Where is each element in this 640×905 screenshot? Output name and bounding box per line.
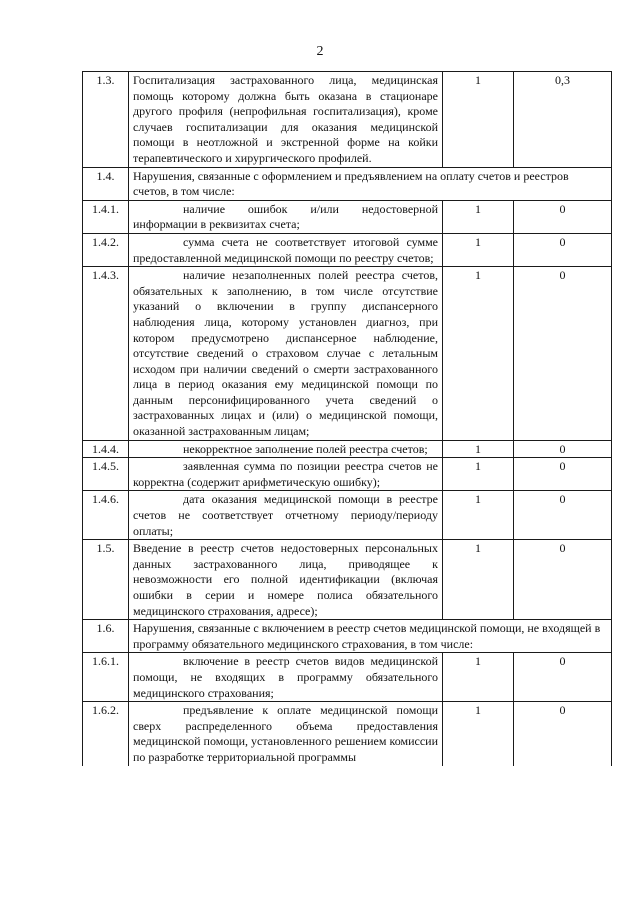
row-coefficient-2: 0 bbox=[514, 540, 612, 620]
row-code: 1.4.6. bbox=[83, 491, 129, 540]
row-coefficient-1: 1 bbox=[443, 653, 514, 702]
row-description: Госпитализация застрахованного лица, медицинская помощь которому должна быть оказана в стационаре другого профиля (непрофильная госпитализация), кроме случаев госпитализации для оказания медицинской помощи в неотложной и экстренной форме на койки терапевтического и хирургического профилей. bbox=[129, 72, 443, 168]
row-coefficient-2: 0 bbox=[514, 653, 612, 702]
row-coefficient-1: 1 bbox=[443, 267, 514, 441]
penalty-table bbox=[82, 71, 612, 766]
table-row bbox=[83, 540, 612, 620]
row-description: заявленная сумма по позиции реестра счетов не корректна (содержит арифметическую ошибку); bbox=[129, 458, 443, 491]
row-coefficient-2: 0 bbox=[514, 267, 612, 441]
row-coefficient-2: 0 bbox=[514, 233, 612, 266]
row-coefficient-2: 0 bbox=[514, 200, 612, 233]
row-coefficient-1: 1 bbox=[443, 200, 514, 233]
row-code: 1.6.1. bbox=[83, 653, 129, 702]
row-description: дата оказания медицинской помощи в реестре счетов не соответствует отчетному периоду/периоду оплаты; bbox=[129, 491, 443, 540]
row-code: 1.4.1. bbox=[83, 200, 129, 233]
row-code: 1.5. bbox=[83, 540, 129, 620]
row-code: 1.6.2. bbox=[83, 702, 129, 766]
row-code: 1.6. bbox=[83, 620, 129, 653]
row-code: 1.4. bbox=[83, 167, 129, 200]
row-code: 1.4.5. bbox=[83, 458, 129, 491]
table-row-section bbox=[83, 620, 612, 653]
table-row bbox=[83, 653, 612, 702]
row-coefficient-1: 1 bbox=[443, 440, 514, 458]
row-description: сумма счета не соответствует итоговой сумме предоставленной медицинской помощи по реестру счетов; bbox=[129, 233, 443, 266]
row-coefficient-1: 1 bbox=[443, 702, 514, 766]
row-description: предъявление к оплате медицинской помощи сверх распределенного объема предоставления медицинской помощи, установленного решением комиссии по разработке территориальной программы bbox=[129, 702, 443, 766]
table-row bbox=[83, 491, 612, 540]
table-row bbox=[83, 72, 612, 168]
row-code: 1.4.2. bbox=[83, 233, 129, 266]
table-row bbox=[83, 233, 612, 266]
table-row bbox=[83, 702, 612, 766]
table-row-section bbox=[83, 167, 612, 200]
row-coefficient-2: 0 bbox=[514, 491, 612, 540]
row-description: наличие незаполненных полей реестра счетов, обязательных к заполнению, в том числе отсутствие указаний о включении в группу диспансерного наблюдения лица, которому установлен диагноз, при котором предусмотрено диспансерное наблюдение, отсутствие сведений о страховом случае с летальным исходом при наличии сведений о смерти застрахованного лица в период оказания ему медицинской помощи по данным персонифицированного учета сведений о застрахованных лицах и (или) о медицинской помощи, оказанной застрахованным лицам; bbox=[129, 267, 443, 441]
row-coefficient-2: 0 bbox=[514, 702, 612, 766]
row-description: наличие ошибок и/или недостоверной информации в реквизитах счета; bbox=[129, 200, 443, 233]
row-coefficient-2: 0 bbox=[514, 458, 612, 491]
row-code: 1.4.3. bbox=[83, 267, 129, 441]
row-code: 1.4.4. bbox=[83, 440, 129, 458]
page-number: 2 bbox=[316, 44, 324, 59]
table-row bbox=[83, 200, 612, 233]
row-coefficient-2: 0,3 bbox=[514, 72, 612, 168]
row-coefficient-1: 1 bbox=[443, 540, 514, 620]
section-heading: Нарушения, связанные с оформлением и предъявлением на оплату счетов и реестров счетов, в том числе: bbox=[129, 167, 612, 200]
table-row bbox=[83, 267, 612, 441]
table-row bbox=[83, 440, 612, 458]
row-description: включение в реестр счетов видов медицинской помощи, не входящих в программу обязательного медицинского страхования; bbox=[129, 653, 443, 702]
row-coefficient-1: 1 bbox=[443, 458, 514, 491]
row-code: 1.3. bbox=[83, 72, 129, 168]
row-description: некорректное заполнение полей реестра счетов; bbox=[129, 440, 443, 458]
row-coefficient-1: 1 bbox=[443, 491, 514, 540]
section-heading: Нарушения, связанные с включением в реестр счетов медицинской помощи, не входящей в программу обязательного медицинского страхования, в том числе: bbox=[129, 620, 612, 653]
row-coefficient-2: 0 bbox=[514, 440, 612, 458]
row-description: Введение в реестр счетов недостоверных персональных данных застрахованного лица, приводящее к невозможности его полной идентификации (включая ошибки в серии и номере полиса обязательного медицинского страхования, адресе); bbox=[129, 540, 443, 620]
table-row bbox=[83, 458, 612, 491]
row-coefficient-1: 1 bbox=[443, 72, 514, 168]
row-coefficient-1: 1 bbox=[443, 233, 514, 266]
